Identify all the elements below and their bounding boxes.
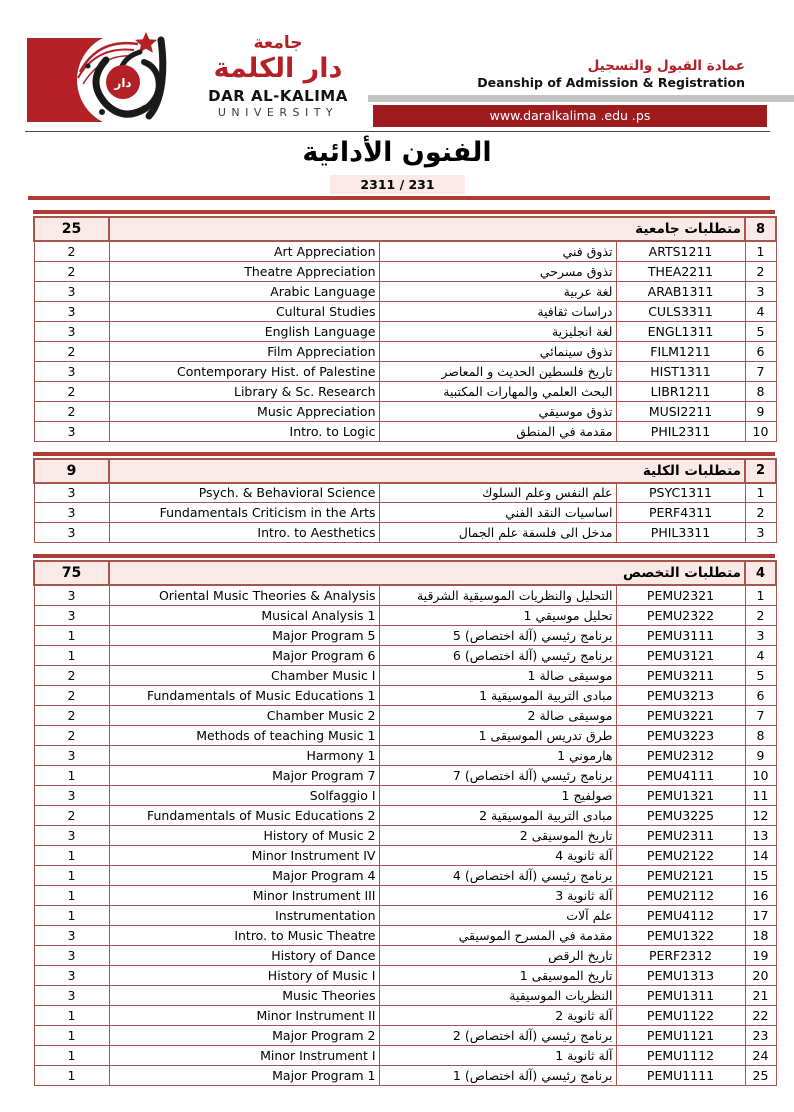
course-code: HIST1311	[616, 361, 745, 381]
course-number: 13	[745, 825, 776, 845]
course-name-ar: دراسات ثقافية	[379, 301, 616, 321]
course-number: 3	[745, 625, 776, 645]
course-number: 7	[745, 705, 776, 725]
course-credits: 2	[34, 381, 109, 401]
course-row	[34, 685, 776, 705]
table-specialization-requirements	[33, 554, 775, 1086]
course-name-en: Oriental Music Theories & Analysis	[109, 585, 379, 605]
course-row	[34, 1005, 776, 1025]
course-row	[34, 585, 776, 605]
course-credits: 3	[34, 825, 109, 845]
course-name-en: Major Program 7	[109, 765, 379, 785]
course-name-en: Major Program 6	[109, 645, 379, 665]
course-name-ar: تاريخ الموسيقى 1	[379, 965, 616, 985]
deanship-block	[477, 58, 745, 90]
course-number: 9	[745, 401, 776, 421]
course-credits: 2	[34, 665, 109, 685]
course-number: 10	[745, 765, 776, 785]
course-code: PEMU3223	[616, 725, 745, 745]
course-credits: 3	[34, 925, 109, 945]
course-number: 4	[745, 645, 776, 665]
course-code: PEMU3213	[616, 685, 745, 705]
course-code: ARAB1311	[616, 281, 745, 301]
section-title: متطلبات جامعية	[109, 217, 745, 241]
course-name-ar: علم النفس وعلم السلوك	[379, 483, 616, 503]
course-code: PEMU1322	[616, 925, 745, 945]
course-number: 17	[745, 905, 776, 925]
course-row	[34, 1065, 776, 1085]
course-row	[34, 401, 776, 421]
course-name-en: Chamber Music 2	[109, 705, 379, 725]
course-credits: 1	[34, 865, 109, 885]
course-name-ar: تذوق موسيقي	[379, 401, 616, 421]
course-row	[34, 281, 776, 301]
course-name-ar: لغة انجليزية	[379, 321, 616, 341]
table-header-row	[34, 217, 776, 241]
course-code: PEMU1311	[616, 985, 745, 1005]
section-id: 4	[745, 561, 776, 585]
course-name-en: Minor Instrument II	[109, 1005, 379, 1025]
section-title: متطلبات الكلية	[109, 459, 745, 483]
course-name-en: Art Appreciation	[109, 241, 379, 261]
course-row	[34, 925, 776, 945]
course-credits: 3	[34, 483, 109, 503]
course-number: 24	[745, 1045, 776, 1065]
course-name-en: Psych. & Behavioral Science	[109, 483, 379, 503]
course-code: PEMU4112	[616, 905, 745, 925]
course-number: 8	[745, 381, 776, 401]
course-credits: 1	[34, 845, 109, 865]
course-code: PEMU3211	[616, 665, 745, 685]
course-name-ar: تذوق مسرحي	[379, 261, 616, 281]
course-name-en: History of Dance	[109, 945, 379, 965]
course-row	[34, 845, 776, 865]
deanship-title-arabic: عمادة القبول والتسجيل	[587, 58, 745, 74]
course-row	[34, 765, 776, 785]
course-name-ar: برنامج رئيسي (آلة اختصاص) 7	[379, 765, 616, 785]
course-code: PEMU1111	[616, 1065, 745, 1085]
requirements-tables	[33, 210, 775, 1086]
course-credits: 2	[34, 685, 109, 705]
course-name-ar: آلة ثانوية 4	[379, 845, 616, 865]
course-name-en: Library & Sc. Research	[109, 381, 379, 401]
course-credits: 3	[34, 281, 109, 301]
course-name-ar: موسيقى صالة 1	[379, 665, 616, 685]
course-number: 5	[745, 321, 776, 341]
course-row	[34, 645, 776, 665]
course-number: 10	[745, 421, 776, 441]
course-row	[34, 785, 776, 805]
course-name-en: Arabic Language	[109, 281, 379, 301]
course-row	[34, 985, 776, 1005]
course-credits: 1	[34, 1065, 109, 1085]
course-code: PEMU3111	[616, 625, 745, 645]
course-credits: 2	[34, 241, 109, 261]
course-name-ar: مقدمة في المسرح الموسيقي	[379, 925, 616, 945]
course-name-ar: آلة ثانوية 3	[379, 885, 616, 905]
course-name-en: Fundamentals of Music Educations 1	[109, 685, 379, 705]
course-code: FILM1211	[616, 341, 745, 361]
course-credits: 3	[34, 421, 109, 441]
course-code: LIBR1211	[616, 381, 745, 401]
course-credits: 1	[34, 905, 109, 925]
section-title: متطلبات التخصص	[109, 561, 745, 585]
course-number: 1	[745, 483, 776, 503]
website-banner: www.daralkalima .edu .ps	[373, 105, 767, 127]
course-number: 12	[745, 805, 776, 825]
course-name-ar: برنامج رئيسي (آلة اختصاص) 2	[379, 1025, 616, 1045]
header-divider-line	[25, 131, 770, 132]
course-name-ar: تذوق سينمائي	[379, 341, 616, 361]
table-header-row	[34, 561, 776, 585]
course-name-en: Harmony 1	[109, 745, 379, 765]
course-code: THEA2211	[616, 261, 745, 281]
course-name-en: Major Program 1	[109, 1065, 379, 1085]
course-number: 23	[745, 1025, 776, 1045]
gray-divider-bar	[368, 95, 794, 102]
course-number: 14	[745, 845, 776, 865]
course-number: 6	[745, 341, 776, 361]
table-top-border	[33, 452, 775, 456]
brand-arabic-small: جامعة	[253, 33, 303, 53]
course-name-ar: اساسيات النقد الفني	[379, 503, 616, 523]
course-row	[34, 503, 776, 523]
course-name-ar: تاريخ فلسطين الحديث و المعاصر	[379, 361, 616, 381]
course-name-ar: تذوق فني	[379, 241, 616, 261]
course-credits: 3	[34, 985, 109, 1005]
course-credits: 3	[34, 301, 109, 321]
course-code: PSYC1311	[616, 483, 745, 503]
course-code: CULS3311	[616, 301, 745, 321]
course-code: PEMU2312	[616, 745, 745, 765]
course-row	[34, 705, 776, 725]
course-number: 3	[745, 523, 776, 543]
course-row	[34, 745, 776, 765]
section-id: 8	[745, 217, 776, 241]
section-id: 2	[745, 459, 776, 483]
course-credits: 1	[34, 765, 109, 785]
course-number: 6	[745, 685, 776, 705]
table-top-border	[33, 210, 775, 214]
course-name-ar: النظريات الموسيقية	[379, 985, 616, 1005]
course-row	[34, 885, 776, 905]
course-credits: 2	[34, 705, 109, 725]
course-code: PHIL2311	[616, 421, 745, 441]
course-credits: 1	[34, 885, 109, 905]
course-name-en: Musical Analysis 1	[109, 605, 379, 625]
course-name-en: History of Music I	[109, 965, 379, 985]
table-header-row	[34, 459, 776, 483]
course-code: PEMU2321	[616, 585, 745, 605]
course-code: PEMU3221	[616, 705, 745, 725]
table-body	[34, 585, 776, 1085]
deanship-title-english: Deanship of Admission & Registration	[477, 75, 745, 90]
course-credits: 3	[34, 523, 109, 543]
course-name-en: Minor Instrument I	[109, 1045, 379, 1065]
course-number: 2	[745, 605, 776, 625]
program-title: الفنون الأدائية	[302, 137, 492, 168]
course-code: PEMU1122	[616, 1005, 745, 1025]
course-name-ar: آلة ثانوية 1	[379, 1045, 616, 1065]
course-number: 1	[745, 585, 776, 605]
course-row	[34, 321, 776, 341]
course-number: 7	[745, 361, 776, 381]
course-row	[34, 1045, 776, 1065]
course-row	[34, 905, 776, 925]
course-credits: 2	[34, 805, 109, 825]
course-credits: 1	[34, 1005, 109, 1025]
course-code: PEMU2121	[616, 865, 745, 885]
course-name-en: Solfaggio I	[109, 785, 379, 805]
course-name-ar: مقدمة في المنطق	[379, 421, 616, 441]
table-top-border	[33, 554, 775, 558]
course-row	[34, 241, 776, 261]
course-name-ar: آلة ثانوية 2	[379, 1005, 616, 1025]
course-row	[34, 1025, 776, 1045]
course-row	[34, 625, 776, 645]
course-number: 22	[745, 1005, 776, 1025]
course-number: 5	[745, 665, 776, 685]
brand-wordmark	[203, 34, 353, 119]
course-credits: 3	[34, 745, 109, 765]
course-name-en: English Language	[109, 321, 379, 341]
course-name-en: Major Program 5	[109, 625, 379, 645]
course-name-en: History of Music 2	[109, 825, 379, 845]
course-code: PEMU1112	[616, 1045, 745, 1065]
program-code-badge: 2311 / 231	[330, 175, 465, 194]
course-name-ar: علم آلات	[379, 905, 616, 925]
course-name-en: Major Program 4	[109, 865, 379, 885]
course-code: ENGL1311	[616, 321, 745, 341]
section-total-credits: 75	[34, 561, 109, 585]
table-body	[34, 483, 776, 543]
course-number: 8	[745, 725, 776, 745]
course-name-ar: طرق تدريس الموسيقى 1	[379, 725, 616, 745]
course-credits: 3	[34, 965, 109, 985]
course-number: 21	[745, 985, 776, 1005]
section-total-credits: 9	[34, 459, 109, 483]
course-code: PEMU2112	[616, 885, 745, 905]
course-credits: 1	[34, 645, 109, 665]
course-row	[34, 381, 776, 401]
svg-text:دار: دار	[114, 76, 132, 90]
course-name-en: Music Appreciation	[109, 401, 379, 421]
course-name-en: Film Appreciation	[109, 341, 379, 361]
course-credits: 3	[34, 361, 109, 381]
course-name-en: Instrumentation	[109, 905, 379, 925]
course-code: PEMU1313	[616, 965, 745, 985]
course-row	[34, 965, 776, 985]
course-code: PEMU2322	[616, 605, 745, 625]
course-row	[34, 523, 776, 543]
course-name-ar: هارموني 1	[379, 745, 616, 765]
course-credits: 3	[34, 585, 109, 605]
course-number: 11	[745, 785, 776, 805]
course-name-en: Fundamentals Criticism in the Arts	[109, 503, 379, 523]
course-row	[34, 483, 776, 503]
course-name-en: Cultural Studies	[109, 301, 379, 321]
course-code: PEMU3121	[616, 645, 745, 665]
course-name-en: Theatre Appreciation	[109, 261, 379, 281]
course-credits: 3	[34, 503, 109, 523]
course-code: PEMU1321	[616, 785, 745, 805]
course-credits: 1	[34, 1025, 109, 1045]
course-number: 15	[745, 865, 776, 885]
course-number: 20	[745, 965, 776, 985]
course-name-en: Intro. to Logic	[109, 421, 379, 441]
course-name-en: Major Program 2	[109, 1025, 379, 1045]
university-logo-icon	[24, 28, 209, 132]
course-number: 3	[745, 281, 776, 301]
course-name-en: Methods of teaching Music 1	[109, 725, 379, 745]
course-row	[34, 725, 776, 745]
course-row	[34, 361, 776, 381]
table-body	[34, 241, 776, 441]
course-name-en: Fundamentals of Music Educations 2	[109, 805, 379, 825]
course-credits: 2	[34, 341, 109, 361]
course-credits: 3	[34, 321, 109, 341]
course-name-en: Contemporary Hist. of Palestine	[109, 361, 379, 381]
course-code: PEMU3225	[616, 805, 745, 825]
course-code: ARTS1211	[616, 241, 745, 261]
course-number: 16	[745, 885, 776, 905]
course-row	[34, 805, 776, 825]
course-name-ar: مبادى التربية الموسيقية 2	[379, 805, 616, 825]
course-name-ar: التحليل والنظريات الموسيقية الشرقية	[379, 585, 616, 605]
course-credits: 1	[34, 625, 109, 645]
course-name-ar: برنامج رئيسي (آلة اختصاص) 4	[379, 865, 616, 885]
course-name-en: Intro. to Aesthetics	[109, 523, 379, 543]
course-name-en: Music Theories	[109, 985, 379, 1005]
course-number: 9	[745, 745, 776, 765]
brand-arabic-large: دار الكلمة	[213, 52, 343, 84]
course-name-ar: تحليل موسيقي 1	[379, 605, 616, 625]
course-row	[34, 421, 776, 441]
course-credits: 1	[34, 1045, 109, 1065]
course-credits: 3	[34, 785, 109, 805]
course-name-en: Chamber Music I	[109, 665, 379, 685]
section-total-credits: 25	[34, 217, 109, 241]
course-credits: 2	[34, 261, 109, 281]
table-university-requirements	[33, 210, 775, 442]
course-name-ar: تاريخ الموسيقى 2	[379, 825, 616, 845]
brand-latin-sub: UNIVERSITY	[217, 105, 339, 119]
course-name-ar: البحث العلمي والمهارات المكتبية	[379, 381, 616, 401]
course-number: 18	[745, 925, 776, 945]
course-row	[34, 865, 776, 885]
table-college-requirements	[33, 452, 775, 544]
course-credits: 3	[34, 945, 109, 965]
course-name-ar: تاريخ الرقص	[379, 945, 616, 965]
brand-latin-name: DAR AL-KALIMA	[208, 86, 348, 105]
course-credits: 2	[34, 401, 109, 421]
course-row	[34, 301, 776, 321]
course-name-ar: مبادى التربية الموسيقية 1	[379, 685, 616, 705]
course-name-en: Minor Instrument IV	[109, 845, 379, 865]
course-number: 19	[745, 945, 776, 965]
course-number: 2	[745, 261, 776, 281]
course-number: 1	[745, 241, 776, 261]
course-name-ar: موسيقى صالة 2	[379, 705, 616, 725]
course-code: PEMU4111	[616, 765, 745, 785]
course-name-en: Minor Instrument III	[109, 885, 379, 905]
course-code: PERF4311	[616, 503, 745, 523]
course-code: PHIL3311	[616, 523, 745, 543]
course-row	[34, 341, 776, 361]
course-row	[34, 665, 776, 685]
course-name-ar: مدخل الى فلسفة علم الجمال	[379, 523, 616, 543]
course-code: PERF2312	[616, 945, 745, 965]
course-name-ar: برنامج رئيسي (آلة اختصاص) 1	[379, 1065, 616, 1085]
course-row	[34, 605, 776, 625]
course-row	[34, 261, 776, 281]
course-number: 25	[745, 1065, 776, 1085]
course-name-ar: لغة عربية	[379, 281, 616, 301]
course-row	[34, 825, 776, 845]
course-credits: 2	[34, 725, 109, 745]
course-name-ar: برنامج رئيسي (آلة اختصاص) 5	[379, 625, 616, 645]
course-name-ar: برنامج رئيسي (آلة اختصاص) 6	[379, 645, 616, 665]
course-code: PEMU1121	[616, 1025, 745, 1045]
course-name-en: Intro. to Music Theatre	[109, 925, 379, 945]
course-name-ar: صولفيج 1	[379, 785, 616, 805]
course-number: 2	[745, 503, 776, 523]
course-number: 4	[745, 301, 776, 321]
course-code: MUSI2211	[616, 401, 745, 421]
course-code: PEMU2122	[616, 845, 745, 865]
title-divider-rule	[28, 196, 770, 200]
course-credits: 3	[34, 605, 109, 625]
course-code: PEMU2311	[616, 825, 745, 845]
course-row	[34, 945, 776, 965]
